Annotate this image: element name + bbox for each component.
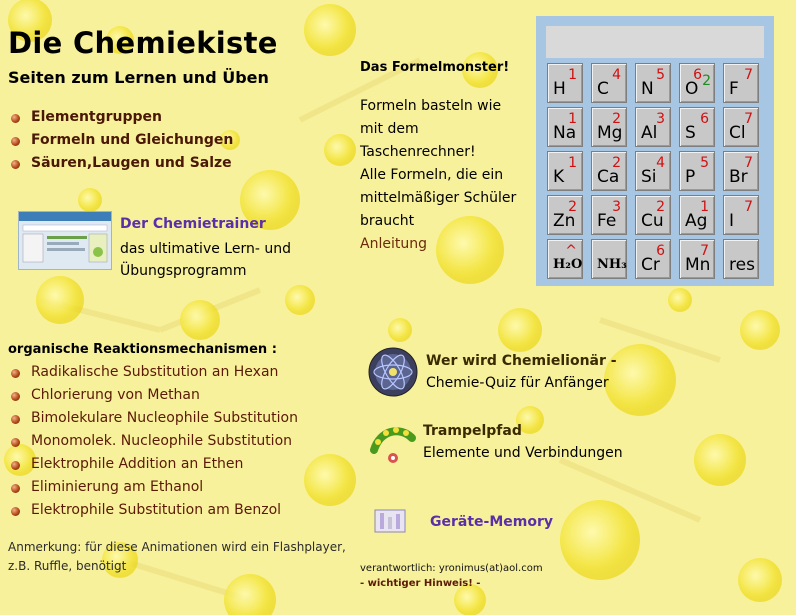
element-key[interactable] [547, 151, 583, 191]
element-symbol: Ag [685, 211, 708, 231]
element-key[interactable] [723, 239, 759, 279]
element-symbol: Al [641, 123, 658, 143]
element-symbol: Na [553, 123, 577, 143]
element-symbol: Br [729, 167, 748, 187]
formelmonster-description: Formeln basteln wie mit dem Taschenrechner! Alle Formeln, die ein mittelmäßiger Schüler braucht Anleitung [360, 95, 516, 256]
bullet-ball-icon [11, 137, 20, 146]
bullet-ball-icon [11, 369, 20, 378]
valence-number: 1 [568, 155, 577, 171]
valence-number: 2 [612, 155, 621, 171]
valence-number: 5 [700, 155, 709, 171]
element-key[interactable] [679, 239, 715, 279]
element-key[interactable] [679, 63, 715, 103]
element-symbol: F [729, 79, 739, 99]
valence-number: 2 [656, 199, 665, 215]
valence-number: 7 [744, 155, 753, 171]
bullet-ball-icon [11, 160, 20, 169]
element-symbol: Zn [553, 211, 576, 231]
anleitung-link[interactable]: Anleitung [360, 236, 427, 252]
element-symbol: S [685, 123, 696, 143]
topic-link-elementgruppen[interactable]: Elementgruppen [9, 106, 233, 129]
element-symbol: Ca [597, 167, 620, 187]
element-symbol: Cu [641, 211, 664, 231]
element-symbol: Cr [641, 255, 660, 275]
valence-number: 2 [612, 111, 621, 127]
valence-number: 1 [700, 199, 709, 215]
important-hint-link[interactable]: - wichtiger Hinweis! - [360, 578, 481, 589]
element-key[interactable] [679, 195, 715, 235]
element-key[interactable] [547, 195, 583, 235]
element-symbol: H₂O [553, 257, 583, 272]
element-symbol: NH₃ [597, 257, 627, 272]
element-key[interactable] [679, 151, 715, 191]
valence-number: 7 [700, 243, 709, 259]
valence-number: 5 [656, 67, 665, 83]
bullet-ball-icon [11, 415, 20, 424]
element-symbol: Fe [597, 211, 617, 231]
element-symbol: I [729, 211, 735, 231]
element-key[interactable] [723, 107, 759, 147]
element-key[interactable] [635, 239, 671, 279]
element-symbol: Mg [597, 123, 623, 143]
topic-list [9, 106, 233, 175]
valence-number: 7 [744, 67, 753, 83]
trampelpfad-description: Elemente und Verbindungen [423, 445, 623, 461]
element-key[interactable] [591, 151, 627, 191]
topic-link-saeuren[interactable]: Säuren,Laugen und Salze [9, 152, 233, 175]
mechanism-link[interactable]: Monomolek. Nucleophile Substitution [9, 430, 298, 453]
bullet-ball-icon [11, 438, 20, 447]
valence-number: 6 [693, 67, 702, 83]
valence-number: 3 [612, 199, 621, 215]
element-key[interactable] [591, 239, 627, 279]
element-key[interactable] [723, 63, 759, 103]
element-symbol: Mn [685, 255, 711, 275]
responsible-contact: verantwortlich: yronimus(at)aol.com [360, 563, 543, 574]
element-key[interactable] [547, 107, 583, 147]
mechanism-list [9, 361, 298, 522]
element-symbol: K [553, 167, 565, 187]
page-subtitle: Seiten zum Lernen und Üben [8, 68, 269, 87]
element-symbol: H [553, 79, 566, 99]
quiz-description: Chemie-Quiz für Anfänger [426, 375, 609, 391]
mechanism-link[interactable]: Eliminierung am Ethanol [9, 476, 298, 499]
topic-link-formeln[interactable]: Formeln und Gleichungen [9, 129, 233, 152]
bullet-ball-icon [11, 484, 20, 493]
valence-number: 7 [744, 199, 753, 215]
bullet-ball-icon [11, 461, 20, 470]
valence-number: 4 [656, 155, 665, 171]
valence-number-alt: 2 [702, 73, 711, 89]
formelmonster-calculator [536, 16, 774, 286]
valence-number: ^ [565, 243, 577, 259]
trampelpfad-icon[interactable] [370, 420, 416, 464]
bullet-ball-icon [11, 392, 20, 401]
mechanism-link[interactable]: Elektrophile Substitution am Benzol [9, 499, 298, 522]
valence-number: 6 [656, 243, 665, 259]
formula-display [546, 26, 764, 58]
page-title: Die Chemiekiste [8, 26, 278, 60]
chemietrainer-thumbnail[interactable] [18, 211, 112, 270]
element-symbol: Cl [729, 123, 746, 143]
organic-mechanisms-heading: organische Reaktionsmechanismen : [8, 342, 277, 357]
trampelpfad-link[interactable]: Trampelpfad [423, 423, 522, 439]
formelmonster-title: Das Formelmonster! [360, 60, 510, 75]
chemielionaer-logo-icon[interactable] [368, 347, 418, 397]
element-key[interactable] [635, 195, 671, 235]
valence-number: 1 [568, 67, 577, 83]
element-key[interactable] [723, 195, 759, 235]
element-key[interactable] [635, 151, 671, 191]
bullet-ball-icon [11, 507, 20, 516]
element-symbol: res [729, 255, 755, 275]
flash-note: Anmerkung: für diese Animationen wird ein Flashplayer, z.B. Ruffle, benötigt [8, 540, 346, 573]
mechanism-link[interactable]: Radikalische Substitution an Hexan [9, 361, 298, 384]
element-symbol: P [685, 167, 696, 187]
element-key[interactable] [723, 151, 759, 191]
mechanism-link[interactable]: Bimolekulare Nucleophile Substitution [9, 407, 298, 430]
element-key[interactable] [591, 107, 627, 147]
memory-link[interactable]: Geräte-Memory [430, 514, 553, 530]
mechanism-link[interactable]: Elektrophile Addition an Ethen [9, 453, 298, 476]
element-symbol: C [597, 79, 609, 99]
valence-number: 3 [656, 111, 665, 127]
chemietrainer-screenshot-icon [19, 212, 111, 269]
element-key[interactable] [679, 107, 715, 147]
element-key[interactable] [591, 195, 627, 235]
element-key[interactable] [547, 63, 583, 103]
element-key[interactable] [635, 63, 671, 103]
mechanism-link[interactable]: Chlorierung von Methan [9, 384, 298, 407]
element-symbol: O [685, 79, 699, 99]
valence-number: 2 [568, 199, 577, 215]
quiz-link[interactable]: Wer wird Chemielionär - [426, 353, 617, 369]
element-key[interactable] [591, 63, 627, 103]
valence-number: 6 [700, 111, 709, 127]
chemietrainer-description: das ultimative Lern- und Übungsprogramm [120, 241, 291, 279]
element-symbol: N [641, 79, 654, 99]
element-key[interactable] [635, 107, 671, 147]
valence-number: 7 [744, 111, 753, 127]
bullet-ball-icon [11, 114, 20, 123]
valence-number: 4 [612, 67, 621, 83]
valence-number: 1 [568, 111, 577, 127]
element-symbol: Si [641, 167, 657, 187]
lab-equipment-icon[interactable] [374, 509, 406, 533]
chemietrainer-link[interactable]: Der Chemietrainer [120, 216, 266, 232]
element-key[interactable] [547, 239, 583, 279]
